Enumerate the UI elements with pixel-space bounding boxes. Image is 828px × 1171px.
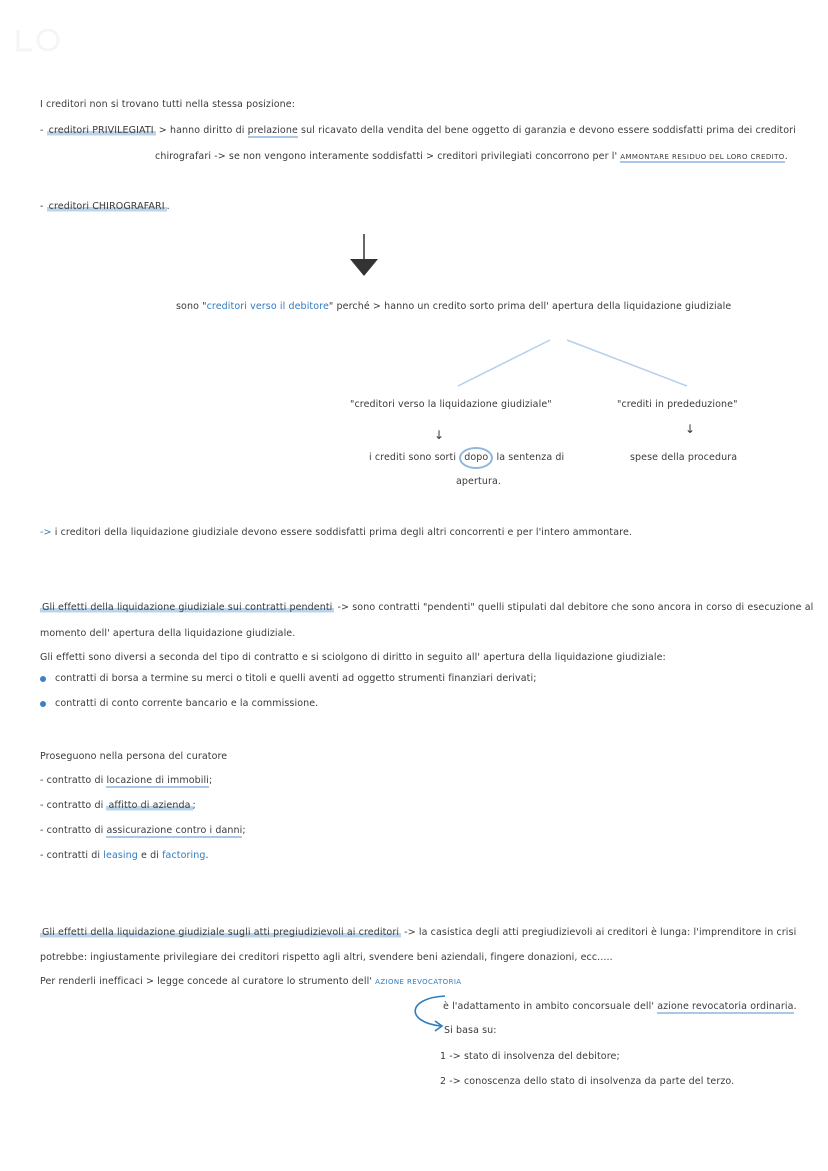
branch-left-text-2: apertura.	[456, 476, 501, 487]
privilegiati-label: creditori PRIVILEGIATI	[48, 125, 154, 136]
effetti-atti-title: Gli effetti della liquidazione giudiziale sugli atti pregiudizievoli ai creditori	[42, 927, 400, 938]
effetti-contratti-heading: Gli effetti della liquidazione giudiziale sui contratti pendenti -> sono contratti "pendenti" quelli stipulati dal debitore che sono ancora in corso di esecuzione al	[42, 602, 814, 613]
branch-right-text: spese della procedura	[630, 452, 738, 463]
privilegiati-line: - creditori PRIVILEGIATI > hanno diritto di prelazione sul ricavato della vendita del bene oggetto di garanzia e devono essere soddisfatti prima dei creditori	[40, 125, 796, 136]
intro-line: I creditori non si trovano tutti nella stessa posizione:	[40, 99, 296, 110]
proseguono-heading: Proseguono nella persona del curatore	[40, 751, 228, 762]
factoring-term: factoring	[162, 850, 206, 861]
leasing-term: leasing	[103, 850, 138, 861]
prelazione-term: prelazione	[247, 125, 298, 136]
chirografari-line: - creditori CHIROGRAFARI .	[40, 201, 170, 212]
list-item: - contratto di locazione di immobili;	[40, 775, 213, 786]
ammontare-residuo: AMMONTARE RESIDUO DEL LORO CREDITO	[620, 153, 785, 161]
branch-left-text: i crediti sono sorti dopo la sentenza di	[369, 451, 564, 465]
effetti-atti-line-2: potrebbe: ingiustamente privilegiare dei creditori rispetto agli altri, svendere beni aziendali, fingere donazioni, ecc.....	[40, 952, 613, 963]
assicurazione-term: assicurazione contro i danni	[106, 825, 243, 836]
bullet-item-1: contratti di borsa a termine su merci o titoli e quelli aventi ad oggetto strumenti finanziari derivati;	[55, 673, 537, 684]
dopo-circled: dopo	[459, 447, 493, 469]
bullet-icon	[40, 676, 46, 682]
effetti-atti-line-3: Per renderli inefficaci > legge concede al curatore lo strumento dell' AZIONE REVOCATORIA	[40, 976, 462, 987]
branch-right-arrow-icon: ↓	[685, 422, 696, 436]
branch-right-title: "crediti in prededuzione"	[617, 399, 738, 410]
azione-revocatoria-term: AZIONE REVOCATORIA	[375, 978, 462, 986]
conclusion-line: -> i creditori della liquidazione giudiziale devono essere soddisfatti prima degli altri concorrenti e per l'intero ammontare.	[40, 527, 633, 538]
locazione-term: locazione di immobili	[106, 775, 209, 786]
creditori-verso-debitore: creditori verso il debitore	[206, 301, 329, 312]
watermark-logo-icon	[14, 26, 66, 56]
conclusion-arrow-icon: ->	[40, 527, 52, 538]
effetti-contratti-line-2: momento dell' apertura della liquidazione giudiziale.	[40, 628, 296, 639]
effetti-atti-line-7: 2 -> conoscenza dello stato di insolvenza da parte del terzo.	[440, 1076, 735, 1087]
branch-left-title: "creditori verso la liquidazione giudiziale"	[350, 399, 552, 410]
effetti-contratti-line-3: Gli effetti sono diversi a seconda del tipo di contratto e si sciolgono di diritto in seguito all' apertura della liquidazione giudiziale:	[40, 652, 666, 663]
branch-lines	[455, 338, 695, 390]
bullet-icon	[40, 701, 46, 707]
privilegiati-line-2: chirografari -> se non vengono interamente soddisfatti > creditori privilegiati concorrono per l' AMMONTARE RESIDUO DEL LORO CREDITO.	[155, 151, 788, 162]
chirografari-label: creditori CHIROGRAFARI	[48, 201, 165, 212]
bullet-item-2: contratti di conto corrente bancario e la commissione.	[55, 698, 319, 709]
sono-line: sono "creditori verso il debitore" perché > hanno un credito sorto prima dell' apertura della liquidazione giudiziale	[176, 301, 732, 312]
effetti-contratti-title: Gli effetti della liquidazione giudiziale sui contratti pendenti	[42, 602, 333, 613]
branch-left-arrow-icon: ↓	[434, 428, 445, 442]
effetti-atti-line-4: è l'adattamento in ambito concorsuale dell' azione revocatoria ordinaria.	[443, 1001, 797, 1012]
list-item: - contratto di affitto di azienda ;	[40, 800, 196, 811]
azione-revocatoria-ordinaria-term: azione revocatoria ordinaria	[657, 1001, 794, 1012]
effetti-atti-line-5: Si basa su:	[444, 1025, 497, 1036]
effetti-atti-heading: Gli effetti della liquidazione giudiziale sugli atti pregiudizievoli ai creditori -> la casistica degli atti pregiudizievoli ai creditori è lunga: l'imprenditore in crisi	[42, 927, 797, 938]
list-item: - contratti di leasing e di factoring.	[40, 850, 209, 861]
affitto-term: affitto di azienda	[108, 800, 191, 811]
effetti-atti-line-6: 1 -> stato di insolvenza del debitore;	[440, 1051, 620, 1062]
list-item: - contratto di assicurazione contro i danni;	[40, 825, 246, 836]
down-arrow-icon	[345, 232, 383, 278]
